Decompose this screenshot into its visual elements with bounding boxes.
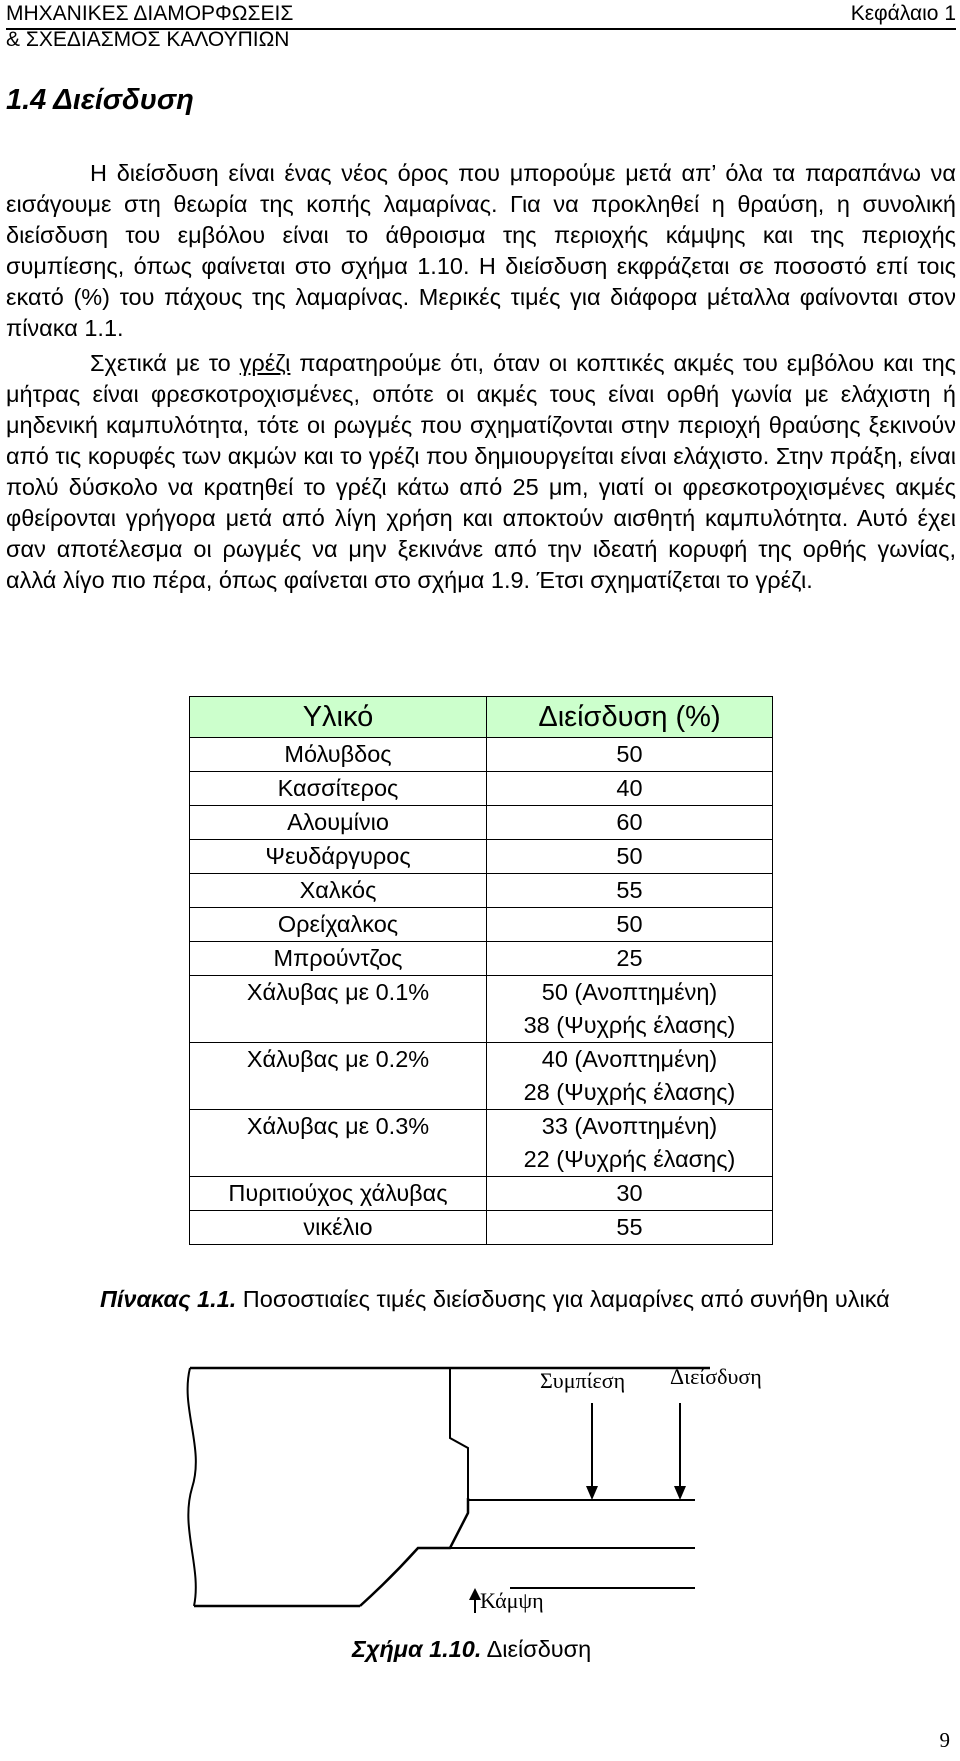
material-cell: Πυριτιούχος χάλυβας <box>190 1177 487 1211</box>
table-row <box>190 806 773 840</box>
penetration-value: 55 <box>616 1214 643 1240</box>
penetration-cell <box>487 738 773 772</box>
penetration-cell <box>487 1211 773 1245</box>
figure-caption-text: Διείσδυση <box>481 1636 592 1662</box>
table-row <box>190 1043 773 1110</box>
table-body <box>190 738 773 1245</box>
page-number: 9 <box>939 1728 950 1752</box>
material-cell: Μόλυβδος <box>190 738 487 772</box>
table-row <box>190 908 773 942</box>
material-cell: νικέλιο <box>190 1211 487 1245</box>
penetration-cell <box>487 1043 773 1110</box>
penetration-cell <box>487 1110 773 1177</box>
table-caption-label: Πίνακας 1.1. <box>100 1286 237 1312</box>
table-row <box>190 976 773 1043</box>
penetration-value: 50 <box>616 843 643 869</box>
penetration-value: 40 (Ανοπτημένη) <box>541 1046 718 1072</box>
figure-caption <box>352 1636 591 1663</box>
penetration-arrow-head <box>674 1486 686 1500</box>
penetration-table <box>189 696 773 1245</box>
material-cell: Χαλκός <box>190 874 487 908</box>
label-compression: Συμπίεση <box>540 1368 626 1393</box>
paragraph-2-start: Σχετικά με το <box>90 350 240 376</box>
column-header-material: Υλικό <box>190 697 487 738</box>
figure-caption-label: Σχήμα 1.10. <box>352 1636 482 1662</box>
penetration-cell <box>487 976 773 1043</box>
table-header-row <box>190 697 773 738</box>
section-title: 1.4 Διείσδυση <box>6 84 194 116</box>
penetration-value: 33 (Ανοπτημένη) <box>541 1113 718 1139</box>
sheet-left-break <box>188 1368 196 1606</box>
penetration-value-secondary: 38 (Ψυχρής έλασης) <box>523 1012 736 1038</box>
penetration-cell <box>487 908 773 942</box>
header-chapter: Κεφάλαιο 1 <box>850 2 956 25</box>
penetration-diagram <box>150 1338 810 1618</box>
page-header <box>6 2 956 30</box>
compression-arrow-head <box>586 1486 598 1500</box>
penetration-cell <box>487 840 773 874</box>
table-caption-text: Ποσοστιαίες τιμές διείσδυσης για λαμαρίνες από συνήθη υλικά <box>236 1286 890 1312</box>
sheet-sheared-profile <box>360 1498 468 1606</box>
material-cell: Χάλυβας με 0.1% <box>190 976 487 1043</box>
penetration-value: 40 <box>616 775 643 801</box>
table-row <box>190 738 773 772</box>
paragraph-2 <box>6 348 956 596</box>
sheet-shear-surface <box>450 1368 468 1498</box>
material-cell: Χάλυβας με 0.2% <box>190 1043 487 1110</box>
penetration-value: 50 <box>616 741 643 767</box>
material-cell: Κασσίτερος <box>190 772 487 806</box>
material-cell: Ορείχαλκος <box>190 908 487 942</box>
penetration-value-secondary: 28 (Ψυχρής έλασης) <box>523 1079 736 1105</box>
penetration-value-secondary: 22 (Ψυχρής έλασης) <box>523 1146 736 1172</box>
header-title-line1: ΜΗΧΑΝΙΚΕΣ ΔΙΑΜΟΡΦΩΣΕΙΣ <box>6 2 294 25</box>
penetration-value: 60 <box>616 809 643 835</box>
term-burr: γρέζι <box>239 350 291 376</box>
material-cell: Μπρούντζος <box>190 942 487 976</box>
column-header-penetration: Διείσδυση (%) <box>487 697 773 738</box>
penetration-cell <box>487 1177 773 1211</box>
table-row <box>190 840 773 874</box>
paragraph-1: Η διείσδυση είναι ένας νέος όρος που μπορούμε μετά απ’ όλα τα παραπάνω να εισάγουμε στη θεωρία της κοπής λαμαρίνας. Για να προκληθεί η θραύση, η συνολική διείσδυση του εμβόλου είναι το άθροισμα της περιοχής κάμψης και της περιοχής συμπίεσης, όπως φαίνεται στο σχήμα 1.10. Η διείσδυση εκφράζεται σε ποσοστό επί τοις εκατό (%) του πάχους της λαμαρίνας. Μερικές τιμές για διάφορα μέταλλα φαίνονται στον πίνακα 1.1. <box>6 160 956 341</box>
penetration-value: 55 <box>616 877 643 903</box>
label-bending: Κάμψη <box>480 1588 544 1613</box>
table-row <box>190 874 773 908</box>
table-row <box>190 1177 773 1211</box>
label-penetration: Διείσδυση <box>670 1364 762 1389</box>
table-row <box>190 772 773 806</box>
table-row <box>190 942 773 976</box>
paragraph-2-rest: παρατηρούμε ότι, όταν οι κοπτικές ακμές του εμβόλου και της μήτρας είναι φρεσκοτροχισμένες, οπότε οι ακμές τους είναι ορθή γωνία με ελάχιστη ή μηδενική καμπυλότητα, τότε οι ρωγμές που σχηματίζονται στην περιοχή θραύσης ξεκινούν από τις κορυφές των ακμών και το γρέζι που δημιουργείται είναι ελάχιστο. Στην πράξη, είναι πολύ δύσκολο να κρατηθεί το γρέζι κάτω από 25 μm, γιατί οι φρεσκοτροχισμένες ακμές φθείρονται γρήγορα μετά από λίγη χρήση και αποκτούν αισθητή καμπυλότητα. Αυτό έχει σαν αποτέλεσμα οι ρωγμές να μην ξεκινάνε από την ιδεατή κορυφή της ορθής γωνίας, αλλά λίγο πιο πέρα, όπως φαίνεται στο σχήμα 1.9. Έτσι σχηματίζεται το γρέζι. <box>6 350 957 593</box>
penetration-value: 50 <box>616 911 643 937</box>
penetration-cell <box>487 806 773 840</box>
penetration-cell <box>487 942 773 976</box>
penetration-value: 30 <box>616 1180 643 1206</box>
table-row <box>190 1211 773 1245</box>
material-cell: Ψευδάργυρος <box>190 840 487 874</box>
material-cell: Αλουμίνιο <box>190 806 487 840</box>
table-row <box>190 1110 773 1177</box>
header-title-line2: & ΣΧΕΔΙΑΣΜΟΣ ΚΑΛΟΥΠΙΩΝ <box>6 28 290 51</box>
penetration-cell <box>487 874 773 908</box>
table-caption <box>100 1286 890 1313</box>
penetration-cell <box>487 772 773 806</box>
material-cell: Χάλυβας με 0.3% <box>190 1110 487 1177</box>
penetration-value: 50 (Ανοπτημένη) <box>541 979 718 1005</box>
penetration-value: 25 <box>616 945 643 971</box>
